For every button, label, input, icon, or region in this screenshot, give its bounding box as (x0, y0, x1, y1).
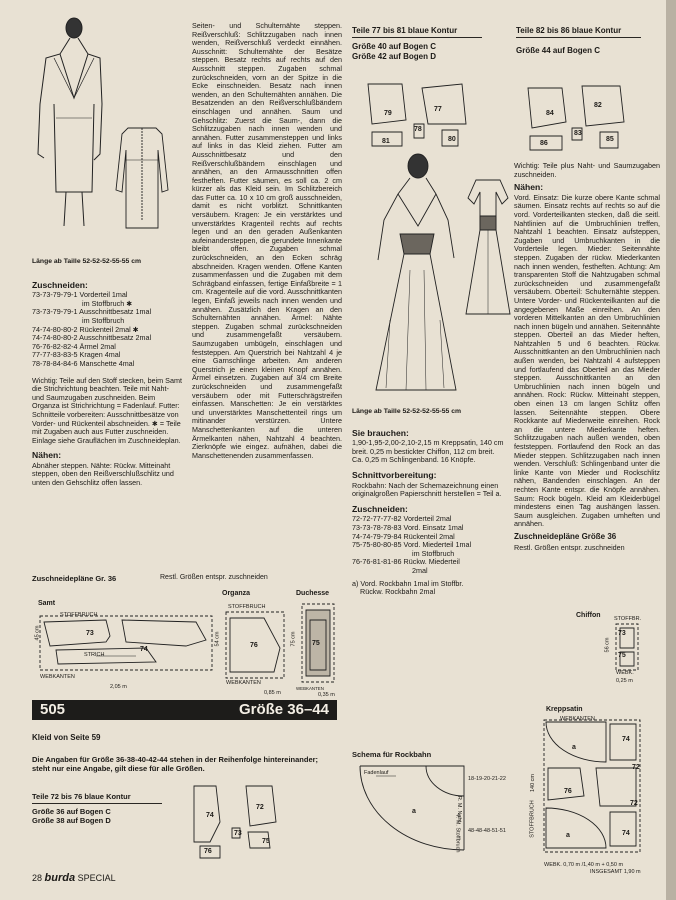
samt-strich: STRICH (84, 652, 105, 658)
kreppsatin-height: 140 cm (530, 773, 537, 793)
schema-rm: R. M. Naht (456, 795, 463, 823)
chiffon-stoffbr: STOFFBR. (614, 616, 642, 622)
center-column (352, 408, 507, 597)
schema-heading: Schema für Rockbahn (352, 750, 432, 759)
dress-front-sketch (30, 14, 110, 234)
schema-vm: V. M. Stoffbruch (454, 813, 461, 853)
piece-74: 74 (140, 646, 148, 653)
piece-86: 86 (540, 140, 548, 147)
piece-83: 83 (574, 130, 582, 137)
gown-back-sketch (462, 174, 514, 322)
piece-72-small: 72 (256, 804, 264, 811)
divider (516, 37, 641, 38)
model-number: 505 (40, 701, 66, 718)
page-spine-edge (666, 0, 676, 900)
kreppsatin-width: WEBK. 0,70 m /1,40 m + 0,50 m (544, 862, 624, 868)
list-item: 74-74-80-80-2 Rückenteil 2mal ✱ (32, 324, 139, 334)
list-item: 77-77-83-83-5 Kragen 4mal (32, 350, 121, 360)
list-item: Rückw. Rockbahn 2mal (360, 587, 436, 597)
brauchen-heading: Sie brauchen: (352, 427, 409, 438)
right-naehen-text: Vord. Einsatz: Die kurze obere Kante schmal säumen. Einsatz rechts auf rechts so auf die vord. Vorderteilkanten stecken, daß die seitl. Nahtlinien auf die Umbruchlinien treffen, Nahtzahl 1 beachten. Einsatz aufsteppen, Zugaben und Umbruchkanten in die Vorderteile legen. Mieder: Seitennähte steppen. Zugaben der rückw. Miederkanten nach innen wenden, festheften. Achtung: Am transparenten Stoff die Nahtzugaben schmal zurückschneiden und zusammengefaßt versäubern. Oberteil: Schulternähte steppen. Untere Vorder- und Rückenteilkanten auf die angegebenen Maße einreihen. An den vorderen Mittelkanten an den Umbruchlinien nach innen bügeln und annähen. Seitennähte steppen. Oberteil an das Mieder heften, Nahtzahlen 5 und 6 beachten. Rückw. Ausschnittkanten an den Umbruchlinien nach außen wenden, bei Nahtzahl 4 aufsteppen und fortlaufend das Oberteil an das Mieder steppen. Ausschnittkanten an den Umbruchlinien nach innen bügeln und annähen. Rock: Rückw. Mitteinaht steppen, oben einen 13 cm langen Schlitz offen lassen. Seitennähte steppen. Obere Rockkante auf Miederweite einreihen. Rock an die untere Miederkante heften. Schlitzzugaben nach außen wenden, oben feststeppen. Fortlaufend den Rock an das Mieder steppen. Schlitzzugaben nach innen wenden. Verschluß: Schlingenband unter die linke Kante von Mieder und Rockschlitz nähen, Bandenden einschlagen. An der rechten Kante entspr. die Knöpfe annähen. Saum: Rock bügeln. Kleid am Kleiderbügel mindestens einen Tag aushängen lassen. Saum ausgleichen. Zugaben umheften und annähen. (514, 192, 660, 529)
page-footer (32, 872, 116, 884)
krepp-74-2: 74 (622, 830, 630, 837)
samt-label: Samt (38, 600, 56, 607)
plans-note: Restl. Größen entspr. zuschneiden (160, 574, 268, 581)
piece-74-small: 74 (206, 812, 214, 819)
zuschneiden-heading: Zuschneiden: (32, 279, 88, 290)
krepp-a-1: a (572, 744, 576, 751)
krepp-76: 76 (564, 788, 572, 795)
naehen-heading: Nähen: (32, 450, 62, 461)
left-column (32, 258, 182, 491)
organza-webkanten: WEBKANTEN (226, 680, 261, 686)
piece-76-small: 76 (204, 848, 212, 855)
piece-84: 84 (546, 110, 554, 117)
list-item: 74-74-80-80-2 Ausschnittbesatz 2mal (32, 333, 152, 343)
schema-piece-a: a (412, 808, 416, 815)
organza-height: 54 cm (214, 631, 221, 647)
list-item: 72-72-77-77-82 Vorderteil 2mal (352, 514, 452, 524)
divider (32, 803, 162, 804)
length-info: Länge ab Taille 52-52-52-55-55 cm (32, 258, 142, 265)
piece-75-small: 75 (262, 838, 270, 845)
duchesse-height: 75 cm (290, 631, 297, 647)
piece-73-chiffon: 73 (618, 630, 626, 637)
teile-77-81-heading: Teile 77 bis 81 blaue Kontur (352, 26, 458, 35)
krepp-72-2: 72 (630, 800, 638, 807)
list-item: 73-73-79-79-1 Ausschnittbesatz 1mal (32, 307, 152, 317)
center-zusch-list (352, 515, 507, 596)
right-column (514, 162, 660, 552)
kreppsatin-stoffbruch: STOFFBRUCH (529, 800, 536, 838)
zuschneiden-list (32, 291, 182, 368)
middle-instructions: Seiten- und Schulternähte steppen. Reißverschluß: Schlitzzugaben nach innen wenden, Reißverschluß verdeckt einnähen. Ausschnitt: Schulternähte der Besätze steppen. Besatz rechts auf rechts auf den Ausschnitt steppen. Zugaben schmal zurückschneiden, vorn an der Spitze in die Ecke einschneiden. Besatz nach innen wenden, an den Schulternähten annähen. Die Besatzenden an den Reißverschlußbändern einschlagen und annähen. Saum und Gehschlitz: Zuerst die Saum-, dann die Schlitzzugaben nach innen wenden und annähen. Futter zusammensteppen und links auf links in das Kleid ziehen. Futter am Ausschnittbesatz und den Reißverschlußbändern einschlagen und annähen, an den Armausschnitten offen festheften. Futter säumen, es soll ca. 2 cm kürzer als das Kleid sein. Im Schlitzbereich das Futter ca. 10 x 10 cm groß ausschneiden, damit es nicht vorblitzt. Schnittkanten versäubern. Kragen: Je ein verstärktes und unverstärktes Kragenteil rechts auf rechts legen und an den geraden Außenkanten aufeinandersteppen, die gerundete Innenkante bleibt offen. Zugaben schmal zurückschneiden, an den Ecken schräg abschneiden. Kragen wenden. Offene Kanten zusammenfassen und die Zugaben mit dem Schrägband einfassen, fertige Einfaßbreite = 1 cm. Kragenteile auf die vord. Ausschnittkanten legen, Einfaß jeweils nach innen wenden und annähen. Zusätzlich den Kragen an den Schulternähten annähen. Ärmel: Nähte steppen. Zugaben schmal zurückschneiden und zusammengefaßt versäubern. Saumzugaben umbügeln, einschlagen und feststeppen. Am Querstrich bei Nahtzahl 4 je eine Garnschlinge arbeiten. Am anderen Querstrich je einen kleinen Knopf annähen. Ärmel einsetzen. Zugaben auf 3/4 cm Breite zurückschneiden und zusammengefaßt versäubern oder mit Futterschrägstreifen einfassen. Manschetten: Je ein verstärktes und unverstärktes Manschettenteil rings um mitinander verstürzen. Untere Manschettenkanten auf die unteren Ärmelkanten nähen, Nahtzahl 4 beachten. Zierknöpfe wie eingez. aufnähen, dabei die Manschettenenden zusammenfassen. (192, 21, 342, 460)
krepp-a-2: a (566, 832, 570, 839)
brauchen-text: 1,90-1,95-2,00-2,10-2,15 m Kreppsatin, 140 cm breit. 0,25 m bestickter Chiffon, 112 cm breit. Ca. 0,25 m Schlingenband. 16 Knöpfe. (352, 438, 504, 465)
fadenlauf-label: Fadenlauf (364, 770, 389, 776)
list-item: 73-73-78-78-83 Vord. Einsatz 1mal (352, 522, 464, 532)
piece-73: 73 (86, 630, 94, 637)
plans-title: Zuschneidepläne Gr. 36 (32, 574, 117, 583)
piece-73-small: 73 (234, 830, 242, 837)
chiffon-height: 56 cm (604, 637, 611, 653)
model-size: Größe 36–44 (238, 701, 329, 718)
piece-77: 77 (434, 106, 442, 113)
size-42: Größe 42 auf Bogen D (352, 52, 437, 61)
dress-back-sketch (112, 120, 172, 240)
brand-special: SPECIAL (77, 873, 116, 883)
piece-75-chiffon: 75 (618, 652, 626, 659)
piece-76: 76 (250, 642, 258, 649)
size-38: Größe 38 auf Bogen D (32, 815, 111, 825)
pattern-pieces-72-76 (186, 782, 286, 860)
samt-width: 2,05 m (110, 684, 127, 690)
kreppsatin-total: INSGESAMT 1,90 m (590, 869, 641, 875)
piece-78: 78 (414, 126, 422, 133)
list-item: 76-76-82-82-4 Ärmel 2mal (32, 341, 116, 351)
list-item: im Stoffbruch (412, 548, 455, 558)
krepp-74-1: 74 (622, 736, 630, 743)
kreppsatin-label: Kreppsatin (546, 706, 583, 713)
wichtig-text: Wichtig: Teile auf den Stoff stecken, beim Samt die Strichrichtung beachten. Teile mit Naht- und Saumzugaben zuschneiden. Beim Organza ist Strichrichtung = Fadenlauf. Futter: Schnitteile vorbereiten: Ausschnittbesätze von Vorder- und Rückenteil abschneiden. ✱ = Teile mit Zugaben auch aus Futter zuschneiden. Einlage siehe Grauflächen im Zuschneideplan. (32, 375, 182, 445)
piece-81: 81 (382, 138, 390, 145)
zusch-heading: Zuschneiden: (352, 503, 408, 514)
gown-front-sketch (370, 150, 460, 410)
size-36: Größe 36 auf Bogen C (32, 807, 111, 817)
piece-85: 85 (606, 136, 614, 143)
chiffon-width: 0,25 m (616, 678, 633, 684)
samt-stoffbruch: STOFFBRUCH (60, 612, 98, 618)
right-plans-note: Restl. Größen entspr. zuschneiden (514, 542, 625, 552)
teile-82-86-heading: Teile 82 bis 86 blaue Kontur (516, 26, 622, 35)
model-subtitle: Kleid von Seite 59 (32, 733, 101, 742)
center-length: Länge ab Taille 52-52-52-55-55 cm (352, 408, 462, 415)
list-item: 75-75-80-80-85 Vord. Miederteil 1mal (352, 540, 472, 550)
organza-width: 0,85 m (264, 690, 281, 696)
divider (352, 37, 482, 38)
duchesse-width: 0,35 m (318, 692, 335, 698)
organza-stoffbruch: STOFFBRUCH (228, 604, 266, 610)
brand-logo: burda (44, 872, 76, 884)
list-item: 78-78-84-84-6 Manschette 4mal (32, 358, 135, 368)
piece-82: 82 (594, 102, 602, 109)
schema-radius-2: 48-48-48-51-51 (468, 828, 506, 834)
naehen-text: Abnäher steppen. Nähte: Rückw. Mitteinaht steppen, oben den Reißverschlußschlitz und unten den Gehschlitz offen lassen. (32, 460, 174, 488)
organza-label: Organza (222, 590, 251, 597)
piece-80: 80 (448, 136, 456, 143)
duchesse-label: Duchesse (296, 590, 330, 597)
samt-webkanten: WEBKANTEN (40, 674, 75, 680)
right-wichtig: Wichtig: Teile plus Naht- und Saumzugaben zuschneiden. (514, 161, 660, 179)
chiffon-webk: WEBK. (616, 670, 634, 676)
size-44: Größe 44 auf Bogen C (516, 46, 601, 55)
schnitt-heading: Schnittvorbereitung: (352, 469, 437, 480)
model-intro (32, 734, 332, 825)
list-item: im Stoffbruch ✱ (82, 298, 133, 308)
list-item: im Stoffbruch (82, 315, 125, 325)
duchesse-webkanten: WEBKANTEN (296, 686, 324, 692)
piece-79: 79 (384, 110, 392, 117)
list-item: a) Vord. Rockbahn 1mal im Stoffbr. (352, 578, 464, 588)
right-naehen-heading: Nähen: (514, 182, 544, 193)
chiffon-label: Chiffon (576, 612, 601, 619)
size-40: Größe 40 auf Bogen C (352, 42, 437, 51)
schnitt-text: Rockbahn: Nach der Schemazeichnung einen originalgroßen Papierschnitt herstellen = Teil a. (352, 480, 502, 499)
right-plans-heading: Zuschneidepläne Größe 36 (514, 531, 617, 541)
krepp-72-1: 72 (632, 764, 640, 771)
schema-radius-1: 18-19-20-21-22 (468, 776, 506, 782)
kreppsatin-webkanten: WEBKANTEN (560, 716, 595, 722)
piece-75: 75 (312, 640, 320, 647)
samt-cutting-plan (36, 612, 216, 682)
middle-column (192, 22, 342, 463)
page-number: 28 (32, 873, 43, 883)
teile-72-76-heading: Teile 72 bis 76 blaue Kontur (32, 791, 131, 801)
list-item: 73-73-79-79-1 Vorderteil 1mal (32, 290, 128, 300)
list-item: 74-74-79-79-84 Rückenteil 2mal (352, 531, 455, 541)
list-item: 2mal (412, 565, 428, 575)
model-title-bar (32, 700, 337, 720)
list-item: 76-76-81-81-86 Rückw. Miederteil (352, 557, 460, 567)
model-note: Die Angaben für Größe 36-38-40-42-44 stehen in der Reihenfolge hintereinander; steht nur eine Angabe, gilt diese für alle Größen. (32, 754, 319, 773)
samt-height: 45 cm (34, 625, 41, 641)
